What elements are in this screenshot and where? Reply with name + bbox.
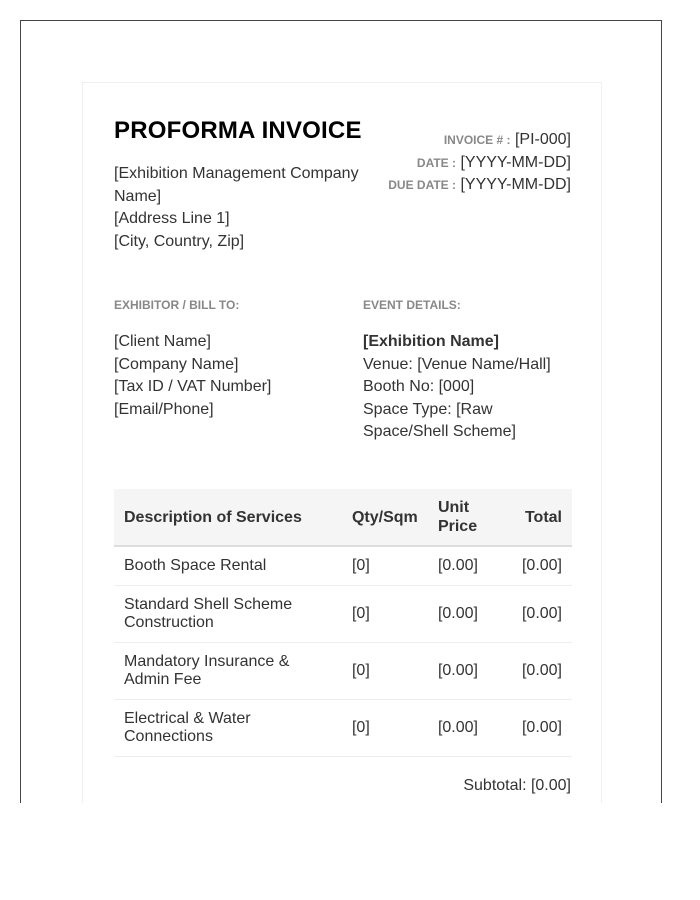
bill-to-block: [114, 331, 344, 421]
table-row: [114, 586, 572, 643]
bill-to-heading: EXHIBITOR / BILL TO:: [114, 298, 240, 312]
row-qty: [0]: [342, 546, 428, 586]
event-space-type: Space Type: [Raw Space/Shell Scheme]: [363, 400, 516, 440]
row-qty: [0]: [342, 700, 428, 757]
invoice-meta: [371, 129, 571, 197]
invoice-date-row: [371, 152, 571, 175]
table-row: [114, 700, 572, 757]
company-address-line-1: [Address Line 1]: [114, 210, 230, 227]
company-address-line-2: [City, Country, Zip]: [114, 232, 245, 250]
invoice-number-value: [PI-000]: [514, 131, 571, 148]
row-unit-price: [0.00]: [428, 586, 512, 643]
invoice-date-label: DATE :: [416, 155, 457, 170]
column-header-unit-price: Unit Price: [428, 489, 512, 546]
event-details-block: [363, 331, 563, 444]
invoice-number-row: [371, 129, 571, 152]
row-total: [0.00]: [512, 586, 572, 643]
invoice-date-value: [YYYY-MM-DD]: [460, 153, 571, 171]
row-description: Booth Space Rental: [114, 546, 342, 586]
client-contact: [Email/Phone]: [114, 400, 214, 418]
column-header-total: Total: [512, 489, 572, 546]
row-description: Mandatory Insurance & Admin Fee: [114, 643, 342, 700]
subtotal: Subtotal: [0.00]: [463, 777, 571, 794]
table-row: [114, 546, 572, 586]
client-name: [Client Name]: [114, 333, 211, 350]
row-total: [0.00]: [512, 643, 572, 700]
company-info: [114, 163, 364, 253]
due-date-value: [YYYY-MM-DD]: [460, 176, 571, 193]
exhibition-name: [Exhibition Name]: [363, 333, 500, 350]
column-header-qty: Qty/Sqm: [342, 489, 428, 546]
row-total: [0.00]: [512, 700, 572, 757]
due-date-label: DUE DATE :: [388, 178, 457, 192]
client-tax-id: [Tax ID / VAT Number]: [114, 378, 272, 395]
client-company-name: [Company Name]: [114, 355, 239, 373]
row-qty: [0]: [342, 586, 428, 643]
services-table-header: [114, 489, 572, 546]
due-date-row: [371, 174, 571, 197]
row-description: Electrical & Water Connections: [114, 700, 342, 757]
event-details-heading: EVENT DETAILS:: [363, 298, 461, 312]
row-unit-price: [0.00]: [428, 700, 512, 757]
services-table: [114, 489, 572, 757]
invoice-number-label: INVOICE # :: [443, 133, 511, 147]
table-row: [114, 643, 572, 700]
row-unit-price: [0.00]: [428, 546, 512, 586]
event-venue: Venue: [Venue Name/Hall]: [363, 355, 551, 373]
column-header-description: Description of Services: [114, 489, 342, 546]
row-unit-price: [0.00]: [428, 643, 512, 700]
event-booth-number: Booth No: [000]: [363, 378, 475, 395]
invoice-sheet: [82, 82, 602, 803]
row-total: [0.00]: [512, 546, 572, 586]
invoice-title: PROFORMA INVOICE: [114, 117, 362, 144]
document-viewport: [20, 20, 662, 803]
row-qty: [0]: [342, 643, 428, 700]
company-name: [Exhibition Management Company Name]: [114, 165, 359, 205]
row-description: Standard Shell Scheme Construction: [114, 586, 342, 643]
